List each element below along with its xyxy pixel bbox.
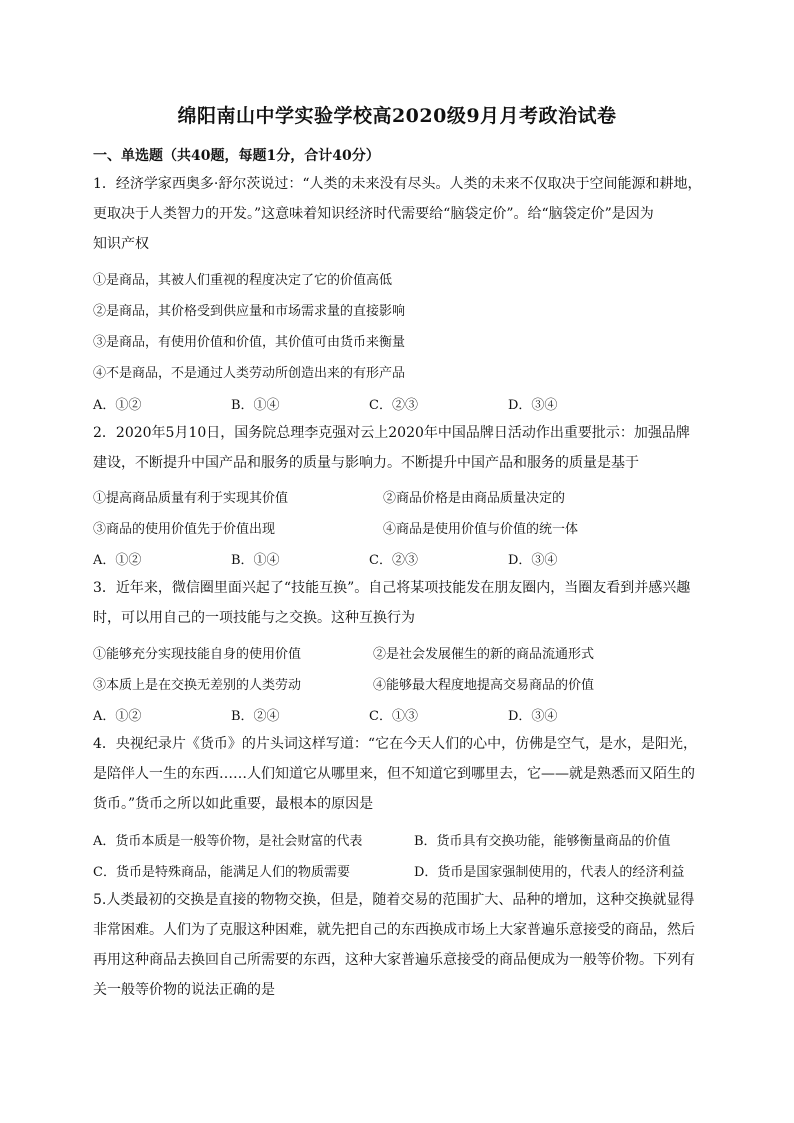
statement: ②是商品，其价格受到供应量和市场需求量的直接影响	[93, 304, 406, 319]
option-a: A．货币本质是一般等价物，是社会财富的代表	[93, 834, 363, 849]
statement: ④能够最大程度地提高交易商品的价值	[373, 678, 595, 693]
option-c: C．②③	[369, 398, 418, 413]
option-d: D．③④	[508, 553, 558, 568]
stem-line: 建设，不断提升中国产品和服务的质量与影响力。不断提升中国产品和服务的质量是基于	[93, 455, 639, 471]
question-5-stem	[93, 885, 703, 1005]
statement: ③商品的使用价值先于价值出现	[93, 522, 276, 537]
question-2-stem	[93, 418, 703, 478]
statement: ①能够充分实现技能自身的使用价值	[93, 647, 302, 662]
stem-line: 1．经济学家西奥多·舒尔茨说过：“人类的未来没有尽头。人类的未来不仅取决于空间能源和耕地，	[93, 176, 702, 192]
stem-line: 非常困难。人们为了克服这种困难，就先把自己的东西换成市场上大家普遍乐意接受的商品，然后	[93, 922, 695, 938]
option-d: D．货币是国家强制使用的，代表人的经济利益	[414, 865, 685, 880]
option-b: B．货币具有交换功能，能够衡量商品的价值	[414, 834, 671, 849]
stem-line: 更取决于人类智力的开发。”这意味着知识经济时代需要给“脑袋定价”。给“脑袋定价”是因为	[93, 206, 654, 222]
stem-line: 是陪伴人一生的东西……人们知道它从哪里来，但不知道它到哪里去，它——就是熟悉而又陌生的	[93, 766, 695, 782]
option-a: A．①②	[93, 398, 142, 413]
statement: ④不是商品，不是通过人类劳动所创造出来的有形产品	[93, 366, 406, 381]
option-b: B．②④	[231, 709, 280, 724]
question-3-stem	[93, 573, 703, 633]
stem-line: 再用这种商品去换回自己所需要的东西，这种大家普遍乐意接受的商品便成为一般等价物。下列有	[93, 952, 695, 968]
section-heading: 一、单选题（共40题，每题1分，合计40分）	[93, 148, 380, 164]
stem-line: 4．央视纪录片《货币》的片头词这样写道：“它在今天人们的心中，仿佛是空气，是水，是阳光，	[93, 736, 698, 752]
question-4-stem	[93, 729, 703, 819]
option-a: A．①②	[93, 709, 142, 724]
question-1-stem	[93, 169, 703, 259]
statement: ①是商品，其被人们重视的程度决定了它的价值高低	[93, 273, 393, 288]
stem-line: 货币。”货币之所以如此重要，最根本的原因是	[93, 796, 374, 812]
stem-line: 5.人类最初的交换是直接的物物交换，但是，随着交易的范围扩大、品种的增加，这种交换就显得	[93, 892, 695, 908]
option-c: C．货币是特殊商品，能满足人们的物质需要	[93, 865, 350, 880]
option-c: C．②③	[369, 553, 418, 568]
statement: ②商品价格是由商品质量决定的	[383, 491, 566, 506]
stem-line: 知识产权	[93, 236, 149, 252]
statement: ④商品是使用价值与价值的统一体	[383, 522, 579, 537]
option-d: D．③④	[508, 398, 558, 413]
stem-line: 时，可以用自己的一项技能与之交换。这种互换行为	[93, 610, 415, 626]
statement: ②是社会发展催生的新的商品流通形式	[373, 647, 595, 662]
option-d: D．③④	[508, 709, 558, 724]
option-a: A．①②	[93, 553, 142, 568]
option-b: B．①④	[231, 553, 280, 568]
stem-line: 2．2020年5月10日，国务院总理李克强对云上2020年中国品牌日活动作出重要批示：加强品牌	[93, 425, 690, 441]
stem-line: 关一般等价物的说法正确的是	[93, 982, 275, 998]
statement: ①提高商品质量有利于实现其价值	[93, 491, 289, 506]
statement: ③是商品，有使用价值和价值，其价值可由货币来衡量	[93, 335, 406, 350]
statement: ③本质上是在交换无差别的人类劳动	[93, 678, 302, 693]
option-c: C．①③	[369, 709, 418, 724]
exam-title: 绵阳南山中学实验学校高2020级9月月考政治试卷	[177, 105, 617, 127]
option-b: B．①④	[231, 398, 280, 413]
stem-line: 3．近年来，微信圈里面兴起了“技能互换”。自己将某项技能发在朋友圈内，当圈友看到并感兴趣	[93, 580, 691, 596]
